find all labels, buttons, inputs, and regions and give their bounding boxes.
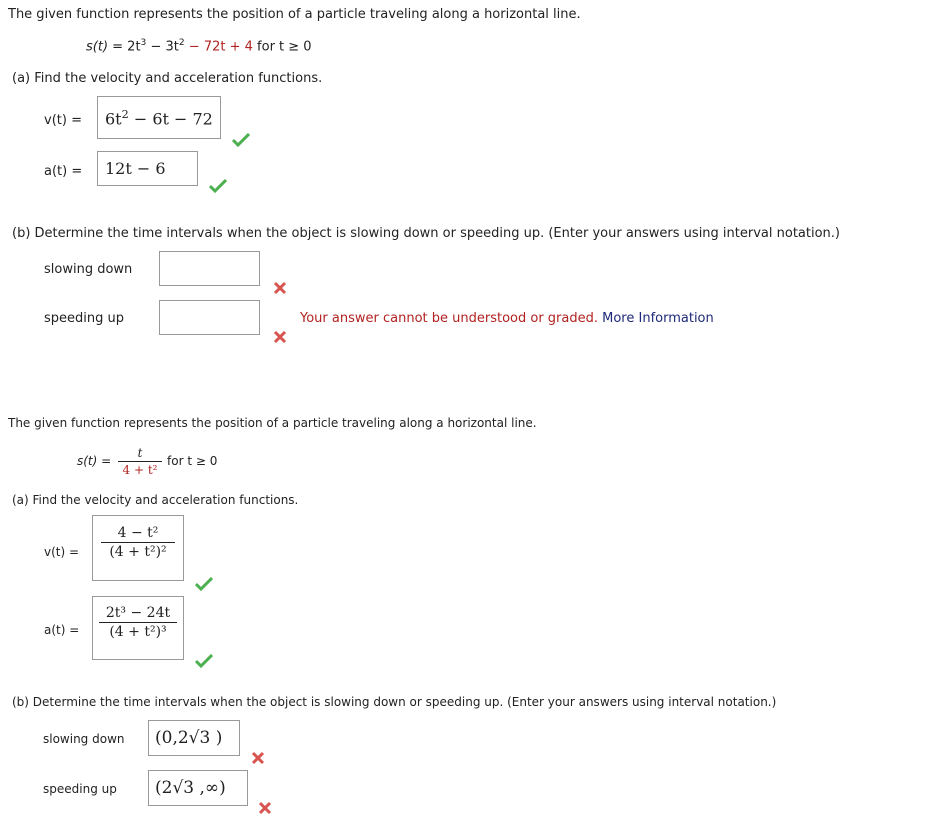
problem1-speeding-up-label: speeding up [44,311,124,326]
problem1-acceleration-answer: 12t − 6 [105,159,166,178]
problem2-domain: for t ≥ 0 [167,454,218,468]
problem2-slowing-down-answer-box[interactable] [148,720,240,756]
problem2-part-b-label: (b) Determine the time intervals when the object is slowing down or speeding up. (Enter your answers using interval notation.) [12,695,777,709]
problem1-intro: The given function represents the position of a particle traveling along a horizontal line. [8,7,581,22]
problem1-velocity-answer: $6t^2 - 6t - 72$ [105,108,213,129]
checkmark-icon [209,179,227,193]
problem2-acceleration-label: a(t) = [44,623,80,637]
problem1-slowing-down-label: slowing down [44,262,133,277]
problem2-acceleration-fraction: 2t³ − 24t (4 + t²)³ [99,605,177,640]
problem2-acceleration-answer-box[interactable] [92,596,184,660]
problem2-velocity-label: v(t) = [44,545,80,559]
checkmark-icon [195,577,213,591]
problem2-speeding-up-answer: (2√3 ,∞) [155,778,226,798]
problem2-slowing-down-label: slowing down [43,732,125,746]
x-mark-icon [273,281,287,295]
problem1-acceleration-answer-box[interactable] [97,151,198,186]
problem2-position-fraction: t 4 + t² [118,446,162,477]
error-message: Your answer cannot be understood or graded. More Information [300,311,714,326]
problem1-slowing-down-input[interactable] [159,251,260,286]
x-mark-icon [258,801,272,815]
problem1-speeding-up-input[interactable] [159,300,260,335]
x-mark-icon [273,330,287,344]
problem2-position-lhs: s(t) = [77,454,112,468]
problem2-slowing-down-answer: (0,2√3 ) [155,728,223,748]
problem2-velocity-answer-box[interactable] [92,515,184,581]
more-information-link[interactable]: More Information [602,311,714,326]
problem1-acceleration-label: a(t) = [44,164,83,179]
problem1-position-function: $s(t) = 2t^3 - 3t^2 - 72t + 4$ for t ≥ 0 [86,38,312,55]
problem2-speeding-up-answer-box[interactable] [148,770,248,806]
problem2-part-a-label: (a) Find the velocity and acceleration functions. [12,493,299,507]
checkmark-icon [232,133,250,147]
problem1-velocity-label: v(t) = [44,113,82,128]
problem2-velocity-fraction: 4 − t² (4 + t²)² [101,525,175,560]
problem1-part-a-label: (a) Find the velocity and acceleration functions. [12,71,323,86]
problem2-speeding-up-label: speeding up [43,782,117,796]
checkmark-icon [195,654,213,668]
x-mark-icon [251,751,265,765]
problem1-velocity-answer-box[interactable] [97,96,221,139]
problem2-intro: The given function represents the position of a particle traveling along a horizontal line. [8,416,537,430]
problem1-part-b-label: (b) Determine the time intervals when the object is slowing down or speeding up. (Enter your answers using interval notation.) [12,226,840,241]
